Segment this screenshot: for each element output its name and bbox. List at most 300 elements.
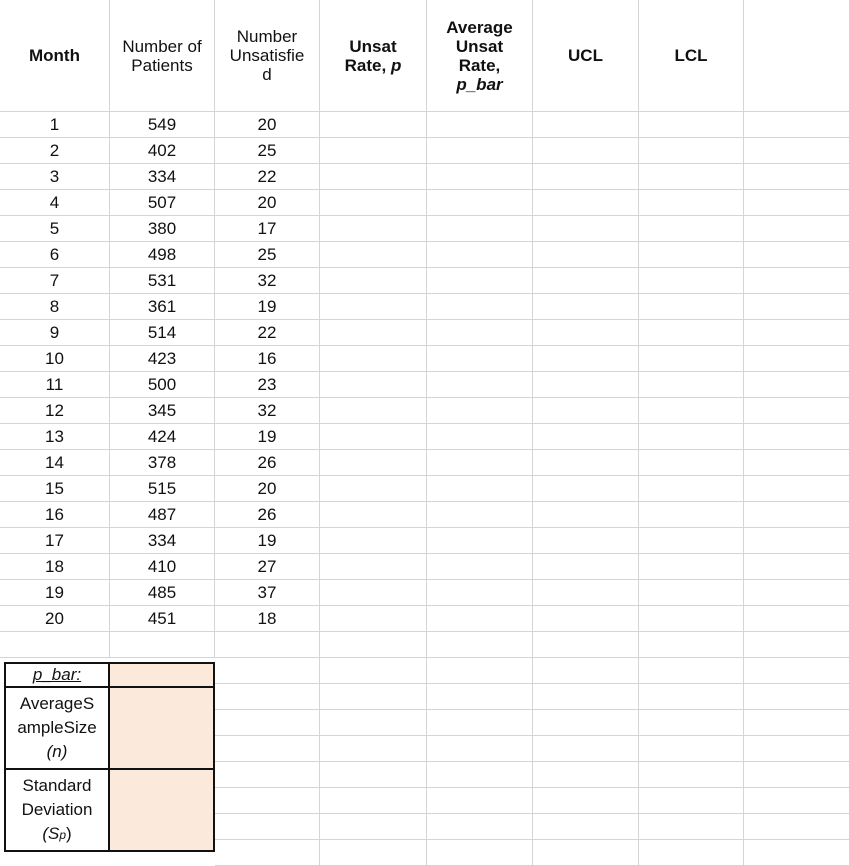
cell-patients: 507 [147,193,177,212]
table-cell[interactable] [427,476,533,502]
empty-cell[interactable] [533,684,639,710]
empty-cell[interactable] [533,736,639,762]
rate-symbol-p: p [390,55,402,75]
p-bar-label-text [33,663,81,687]
empty-cell[interactable] [320,788,427,814]
avg-sample-size-label-text [17,692,96,764]
empty-cell[interactable] [427,658,533,684]
avg-sample-size-label [4,686,110,770]
table-cell[interactable] [427,294,533,320]
empty-cell[interactable] [215,684,320,710]
empty-cell[interactable] [427,684,533,710]
sd-line-2: Deviation [21,799,93,819]
header-month[interactable] [0,0,110,112]
table-cell[interactable] [215,164,320,190]
table-cell[interactable] [320,242,427,268]
table-cell[interactable] [215,398,320,424]
table-cell[interactable] [110,216,215,242]
table-cell[interactable] [427,372,533,398]
table-cell[interactable] [744,502,850,528]
empty-cell[interactable] [639,684,744,710]
cell-patients: 378 [147,453,177,472]
header-lcl-label: LCL [674,46,708,65]
cell-patients: 487 [147,505,177,524]
header-unsatisfied[interactable] [215,0,320,112]
avg-ss-line-1: AverageS [19,694,95,713]
table-cell[interactable] [215,502,320,528]
empty-cell[interactable] [110,632,215,658]
table-cell[interactable] [320,372,427,398]
table-cell[interactable] [639,294,744,320]
table-cell[interactable] [639,320,744,346]
empty-cell[interactable] [744,788,850,814]
table-cell[interactable] [215,528,320,554]
table-cell[interactable] [320,398,427,424]
table-cell[interactable] [639,346,744,372]
table-cell[interactable] [110,450,215,476]
empty-cell[interactable] [744,710,850,736]
table-cell[interactable] [639,554,744,580]
table-cell[interactable] [427,580,533,606]
table-cell[interactable] [320,580,427,606]
table-cell[interactable] [639,476,744,502]
empty-cell[interactable] [427,632,533,658]
table-cell[interactable] [320,294,427,320]
cell-patients: 345 [147,401,177,420]
empty-cell[interactable] [320,658,427,684]
table-cell[interactable] [639,528,744,554]
table-cell[interactable] [639,164,744,190]
table-cell[interactable] [533,528,639,554]
cell-unsatisfied: 19 [257,531,277,550]
table-cell[interactable] [110,164,215,190]
table-cell[interactable] [533,138,639,164]
table-cell[interactable] [533,476,639,502]
unsat-line-1: Number [236,27,298,46]
table-cell[interactable] [427,398,533,424]
cell-patients: 402 [147,141,177,160]
table-cell[interactable] [533,372,639,398]
table-cell[interactable] [744,216,850,242]
cell-unsatisfied: 27 [257,557,277,576]
patients-line-2: Patients [131,55,193,75]
header-lcl[interactable] [639,0,744,112]
empty-cell[interactable] [427,710,533,736]
empty-cell[interactable] [533,788,639,814]
table-cell[interactable] [639,216,744,242]
p-bar-label [4,662,110,688]
empty-cell[interactable] [533,632,639,658]
sd-s: (S [42,823,60,843]
table-cell[interactable] [320,346,427,372]
table-cell[interactable] [0,372,110,398]
cell-patients: 485 [147,583,177,602]
header-ucl-text [568,46,603,65]
table-cell[interactable] [215,320,320,346]
table-cell[interactable] [110,320,215,346]
table-cell[interactable] [320,216,427,242]
table-cell[interactable] [639,372,744,398]
table-cell[interactable] [0,190,110,216]
cell-month: 6 [49,245,60,264]
cell-month: 12 [45,401,64,420]
table-cell[interactable] [320,320,427,346]
avg-symbol-pbar: p_bar [456,74,503,94]
empty-cell[interactable] [639,840,744,866]
empty-cell[interactable] [744,814,850,840]
table-cell[interactable] [427,450,533,476]
table-cell[interactable] [744,606,850,632]
table-cell[interactable] [110,580,215,606]
table-cell[interactable] [533,502,639,528]
table-cell[interactable] [110,528,215,554]
cell-month: 9 [49,323,60,342]
table-cell[interactable] [427,554,533,580]
table-cell[interactable] [110,138,215,164]
p-bar-text: p_bar: [32,665,82,684]
empty-cell[interactable] [427,840,533,866]
table-cell[interactable] [0,138,110,164]
table-cell[interactable] [427,190,533,216]
empty-cell[interactable] [0,632,110,658]
cell-unsatisfied: 37 [257,583,277,602]
table-cell[interactable] [0,476,110,502]
table-cell[interactable] [533,554,639,580]
empty-cell[interactable] [744,632,850,658]
rate-line-1: Unsat [349,36,397,56]
table-cell[interactable] [320,138,427,164]
cell-month: 14 [45,453,64,472]
empty-cell[interactable] [320,632,427,658]
cell-patients: 423 [147,349,177,368]
table-cell[interactable] [427,606,533,632]
table-cell[interactable] [110,424,215,450]
cell-patients: 424 [147,427,177,446]
table-cell[interactable] [0,580,110,606]
empty-cell[interactable] [533,710,639,736]
empty-cell[interactable] [320,736,427,762]
table-cell[interactable] [320,164,427,190]
table-cell[interactable] [744,346,850,372]
empty-cell[interactable] [744,658,850,684]
cell-patients: 334 [147,531,177,550]
table-cell[interactable] [533,164,639,190]
empty-cell[interactable] [320,710,427,736]
cell-patients: 515 [147,479,177,498]
table-cell[interactable] [639,606,744,632]
empty-cell[interactable] [639,710,744,736]
table-cell[interactable] [215,580,320,606]
cell-unsatisfied: 18 [257,609,277,628]
table-cell[interactable] [427,164,533,190]
table-cell[interactable] [0,320,110,346]
empty-cell[interactable] [215,658,320,684]
sd-line-1: Standard [22,775,92,795]
sd-close: ) [66,823,72,843]
table-cell[interactable] [215,294,320,320]
cell-unsatisfied: 19 [257,427,277,446]
table-cell[interactable] [110,294,215,320]
table-cell[interactable] [320,554,427,580]
table-cell[interactable] [110,554,215,580]
cell-month: 3 [49,167,60,186]
table-cell[interactable] [639,398,744,424]
cell-patients: 514 [147,323,177,342]
empty-cell[interactable] [215,840,320,866]
table-cell[interactable] [215,476,320,502]
empty-cell[interactable] [320,840,427,866]
cell-month: 18 [45,557,64,576]
header-avg-unsat-rate[interactable] [427,0,533,112]
cell-month: 19 [45,583,64,602]
std-dev-input[interactable] [108,768,215,852]
table-cell[interactable] [639,268,744,294]
table-cell[interactable] [215,450,320,476]
table-cell[interactable] [533,320,639,346]
table-cell[interactable] [533,242,639,268]
table-cell[interactable] [533,450,639,476]
table-cell[interactable] [110,242,215,268]
empty-cell[interactable] [215,762,320,788]
table-cell[interactable] [0,398,110,424]
table-cell[interactable] [427,268,533,294]
empty-cell[interactable] [427,736,533,762]
cell-month: 5 [49,219,60,238]
table-cell[interactable] [320,528,427,554]
table-cell[interactable] [110,112,215,138]
cell-month: 4 [49,193,60,212]
empty-cell[interactable] [533,762,639,788]
empty-cell[interactable] [639,736,744,762]
table-cell[interactable] [744,242,850,268]
empty-cell[interactable] [639,632,744,658]
table-cell[interactable] [744,112,850,138]
empty-cell[interactable] [533,658,639,684]
unsat-line-2: Unsatisfie [229,46,305,65]
cell-unsatisfied: 19 [257,297,277,316]
cell-patients: 500 [147,375,177,394]
table-cell[interactable] [110,346,215,372]
table-cell[interactable] [639,190,744,216]
table-cell[interactable] [0,268,110,294]
header-month-text [29,46,80,65]
table-cell[interactable] [744,580,850,606]
table-cell[interactable] [639,112,744,138]
empty-cell[interactable] [639,814,744,840]
table-cell[interactable] [427,138,533,164]
header-avg-unsat-rate-text [446,18,512,94]
table-cell[interactable] [744,268,850,294]
table-cell[interactable] [320,450,427,476]
table-cell[interactable] [639,450,744,476]
cell-unsatisfied: 20 [257,115,277,134]
table-cell[interactable] [320,476,427,502]
table-cell[interactable] [0,606,110,632]
cell-month: 7 [49,271,60,290]
empty-cell[interactable] [427,814,533,840]
table-cell[interactable] [215,138,320,164]
empty-cell[interactable] [744,736,850,762]
empty-cell[interactable] [639,658,744,684]
table-cell[interactable] [427,320,533,346]
table-cell[interactable] [427,424,533,450]
cell-month: 11 [45,375,64,394]
table-cell[interactable] [215,606,320,632]
header-empty[interactable] [744,0,850,112]
table-cell[interactable] [427,528,533,554]
avg-line-1: Average [446,17,513,37]
table-cell[interactable] [110,372,215,398]
empty-cell[interactable] [744,840,850,866]
sd-sub-p: p [59,827,66,842]
table-cell[interactable] [744,398,850,424]
table-cell[interactable] [215,216,320,242]
table-cell[interactable] [744,164,850,190]
empty-cell[interactable] [427,762,533,788]
table-cell[interactable] [0,502,110,528]
p-bar-input[interactable] [108,662,215,688]
table-cell[interactable] [639,242,744,268]
table-cell[interactable] [639,502,744,528]
table-cell[interactable] [215,346,320,372]
table-cell[interactable] [427,216,533,242]
cell-unsatisfied: 22 [257,167,277,186]
cell-patients: 380 [147,219,177,238]
empty-cell[interactable] [533,814,639,840]
table-cell[interactable] [533,606,639,632]
empty-cell[interactable] [427,788,533,814]
table-cell[interactable] [0,554,110,580]
empty-cell[interactable] [215,632,320,658]
cell-patients: 410 [147,557,177,576]
table-cell[interactable] [639,424,744,450]
table-cell[interactable] [215,242,320,268]
table-cell[interactable] [320,502,427,528]
empty-cell[interactable] [215,736,320,762]
table-cell[interactable] [0,424,110,450]
table-cell[interactable] [533,268,639,294]
table-cell[interactable] [0,346,110,372]
cell-patients: 451 [147,609,177,628]
table-cell[interactable] [744,450,850,476]
cell-unsatisfied: 16 [257,349,277,368]
table-cell[interactable] [744,476,850,502]
avg-sample-size-input[interactable] [108,686,215,770]
empty-cell[interactable] [320,762,427,788]
table-cell[interactable] [0,112,110,138]
table-cell[interactable] [427,346,533,372]
empty-cell[interactable] [215,710,320,736]
table-cell[interactable] [533,580,639,606]
avg-line-3: Rate, [458,55,501,75]
header-patients-text [122,37,201,75]
table-cell[interactable] [110,268,215,294]
table-cell[interactable] [215,268,320,294]
cell-patients: 361 [147,297,177,316]
header-unsat-rate[interactable] [320,0,427,112]
table-cell[interactable] [110,606,215,632]
table-cell[interactable] [0,294,110,320]
table-cell[interactable] [744,320,850,346]
table-cell[interactable] [110,502,215,528]
table-cell[interactable] [110,476,215,502]
cell-unsatisfied: 32 [257,401,277,420]
table-cell[interactable] [639,138,744,164]
table-cell[interactable] [320,424,427,450]
cell-month: 15 [45,479,64,498]
table-cell[interactable] [744,294,850,320]
table-cell[interactable] [427,112,533,138]
empty-cell[interactable] [215,814,320,840]
table-cell[interactable] [0,164,110,190]
table-cell[interactable] [533,294,639,320]
table-cell[interactable] [110,398,215,424]
table-cell[interactable] [427,242,533,268]
table-cell[interactable] [215,424,320,450]
table-cell[interactable] [0,450,110,476]
table-cell[interactable] [110,190,215,216]
header-ucl[interactable] [533,0,639,112]
header-month-label: Month [29,46,80,65]
header-patients[interactable] [110,0,215,112]
empty-cell[interactable] [320,684,427,710]
table-cell[interactable] [0,528,110,554]
empty-cell[interactable] [744,684,850,710]
table-cell[interactable] [533,216,639,242]
cell-month: 10 [45,349,64,368]
cell-unsatisfied: 20 [257,193,277,212]
std-dev-label [4,768,110,852]
empty-cell[interactable] [533,840,639,866]
table-cell[interactable] [744,138,850,164]
cell-patients: 531 [147,271,177,290]
cell-month: 17 [45,531,64,550]
table-cell[interactable] [533,424,639,450]
table-cell[interactable] [744,554,850,580]
empty-cell[interactable] [744,762,850,788]
empty-cell[interactable] [639,762,744,788]
empty-cell[interactable] [320,814,427,840]
table-cell[interactable] [533,190,639,216]
table-cell[interactable] [533,346,639,372]
table-cell[interactable] [215,554,320,580]
table-cell[interactable] [215,190,320,216]
table-cell[interactable] [639,580,744,606]
table-cell[interactable] [320,606,427,632]
cell-unsatisfied: 26 [257,453,277,472]
table-cell[interactable] [744,372,850,398]
empty-cell[interactable] [215,788,320,814]
table-cell[interactable] [320,112,427,138]
table-cell[interactable] [744,190,850,216]
empty-cell[interactable] [639,788,744,814]
table-cell[interactable] [744,424,850,450]
cell-patients: 498 [147,245,177,264]
table-cell[interactable] [320,268,427,294]
table-cell[interactable] [0,216,110,242]
cell-unsatisfied: 20 [257,479,277,498]
rate-line-2: Rate, [344,55,391,75]
table-cell[interactable] [427,502,533,528]
table-cell[interactable] [533,398,639,424]
table-cell[interactable] [744,528,850,554]
table-cell[interactable] [320,190,427,216]
cell-month: 8 [49,297,60,316]
table-cell[interactable] [215,112,320,138]
table-cell[interactable] [533,112,639,138]
table-cell[interactable] [0,242,110,268]
table-cell[interactable] [215,372,320,398]
